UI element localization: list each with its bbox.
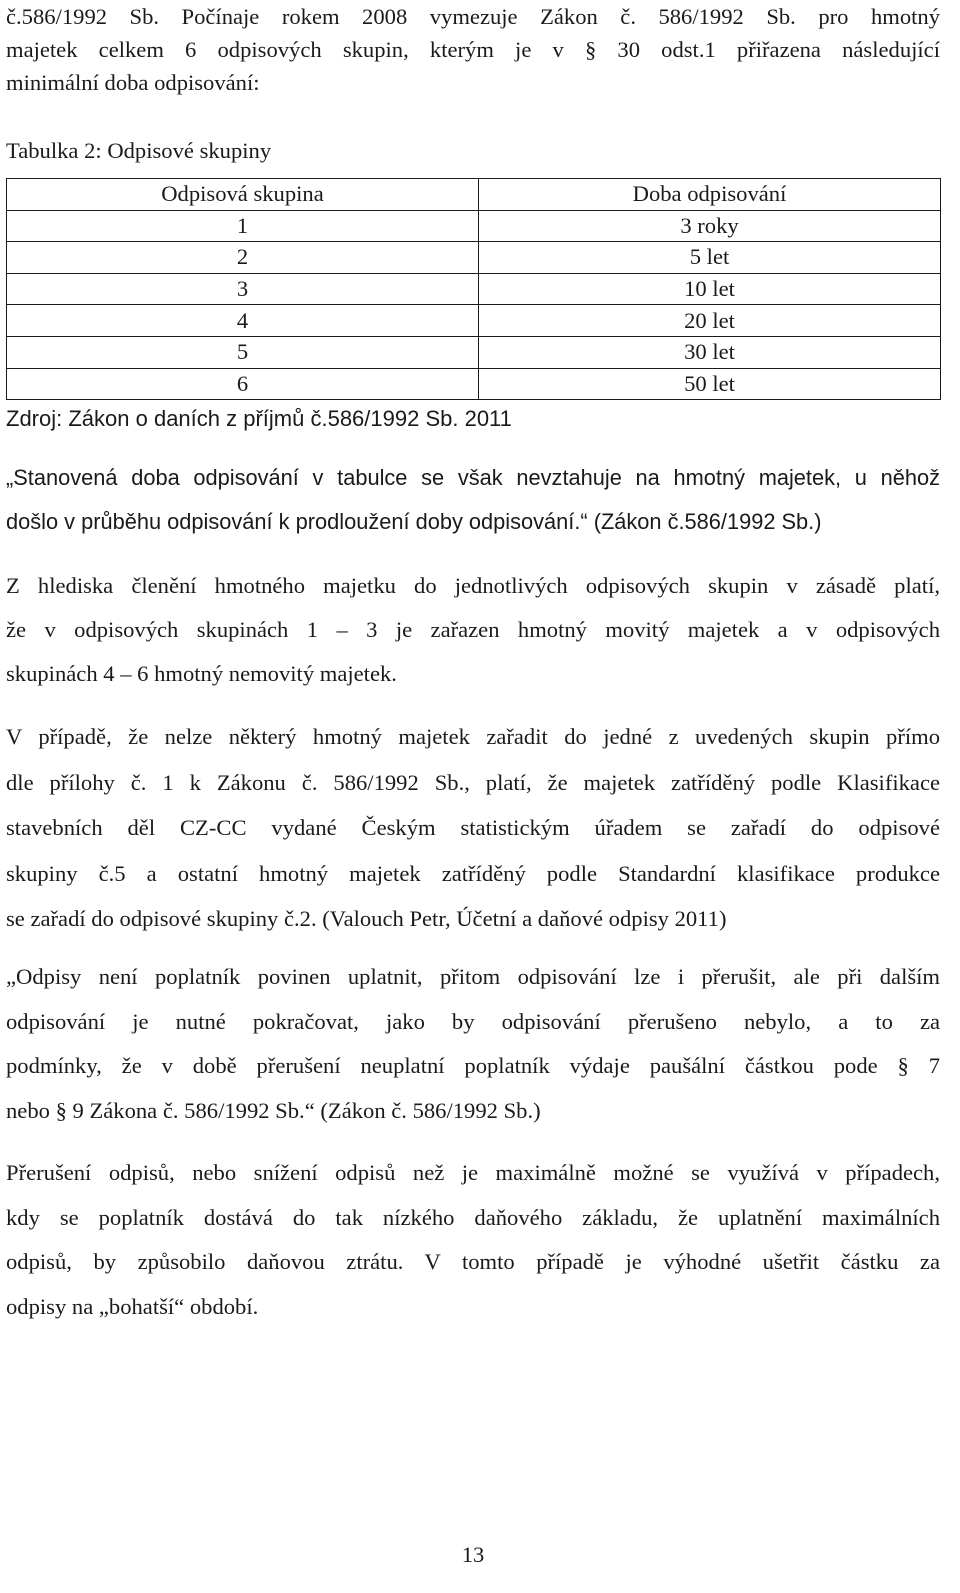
text-line: se zařadí do odpisové skupiny č.2. (Valouch Petr, Účetní a daňové odpisy 2011) [6, 906, 727, 932]
cell-group: 5 [7, 336, 479, 368]
cell-period: 3 roky [479, 210, 941, 242]
table-source: Zdroj: Zákon o daních z příjmů č.586/1992 Sb. 2011 [6, 406, 512, 431]
quote-paragraph [6, 955, 940, 1133]
table-row [7, 336, 941, 368]
quote-paragraph [6, 456, 940, 544]
cell-group: 4 [7, 305, 479, 337]
header-cell-group: Odpisová skupina [7, 179, 479, 211]
text-line: stavebních děl CZ-CC vydané Českým statistickým úřadem se zařadí do odpisové [6, 815, 940, 841]
cell-period: 5 let [479, 242, 941, 274]
text-line: majetek celkem 6 odpisových skupin, kterým je v § 30 odst.1 přiřazena následující [6, 37, 940, 62]
cell-group: 2 [7, 242, 479, 274]
cell-period: 30 let [479, 336, 941, 368]
table-row [7, 273, 941, 305]
cell-group: 3 [7, 273, 479, 305]
table-row [7, 242, 941, 274]
text-line: Přerušení odpisů, nebo snížení odpisů než je maximálně možné se využívá v případech, [6, 1160, 940, 1185]
cell-period: 20 let [479, 305, 941, 337]
text-line: odpisování je nutné pokračovat, jako by odpisování přerušeno nebylo, a to za [6, 1008, 940, 1034]
text-line: V případě, že nelze některý hmotný majetek zařadit do jedné z uvedených skupin přímo [6, 724, 940, 749]
body-paragraph [6, 1151, 940, 1329]
body-paragraph [6, 714, 940, 942]
text-line: kdy se poplatník dostává do tak nízkého daňového základu, že uplatnění maximálních [6, 1204, 940, 1230]
table-caption: Tabulka 2: Odpisové skupiny [6, 138, 272, 163]
table-row [7, 305, 941, 337]
text-line: „Odpisy není poplatník povinen uplatnit, přitom odpisování lze i přerušit, ale při dalším [6, 964, 940, 989]
text-line: podmínky, že v době přerušení neuplatní poplatník výdaje paušální částkou pode § 7 [6, 1053, 940, 1079]
text-line: skupiny č.5 a ostatní hmotný majetek zatříděný podle Standardní klasifikace produkce [6, 860, 940, 886]
text-line: minimální doba odpisování: [6, 70, 260, 95]
text-line: odpisy na „bohatší“ období. [6, 1293, 259, 1319]
text-line: č.586/1992 Sb. Počínaje rokem 2008 vymezuje Zákon č. 586/1992 Sb. pro hmotný [6, 4, 940, 29]
table-row [7, 210, 941, 242]
cell-period: 10 let [479, 273, 941, 305]
cell-period: 50 let [479, 368, 941, 400]
page-number: 13 [461, 1542, 485, 1567]
cell-group: 6 [7, 368, 479, 400]
table-row [7, 368, 941, 400]
text-line: „Stanovená doba odpisování v tabulce se však nevztahuje na hmotný majetek, u něhož [6, 465, 940, 490]
body-paragraph [6, 564, 940, 696]
text-line: skupinách 4 – 6 hmotný nemovitý majetek. [6, 661, 397, 686]
cell-group: 1 [7, 210, 479, 242]
depreciation-table [6, 178, 940, 400]
table-header-row [7, 179, 941, 211]
header-cell-period: Doba odpisování [479, 179, 941, 211]
text-line: odpisů, by způsobilo daňovou ztrátu. V tomto případě je výhodné ušetřit částku za [6, 1249, 940, 1275]
intro-paragraph [6, 0, 940, 99]
text-line: nebo § 9 Zákona č. 586/1992 Sb.“ (Zákon č. 586/1992 Sb.) [6, 1097, 541, 1123]
text-line: došlo v průběhu odpisování k prodloužení doby odpisování.“ (Zákon č.586/1992 Sb.) [6, 509, 822, 534]
text-line: dle přílohy č. 1 k Zákonu č. 586/1992 Sb., platí, že majetek zatříděný podle Klasifikace [6, 769, 940, 795]
text-line: Z hlediska členění hmotného majetku do jednotlivých odpisových skupin v zásadě platí, [6, 573, 940, 598]
text-line: že v odpisových skupinách 1 – 3 je zařazen hmotný movitý majetek a v odpisových [6, 617, 940, 642]
